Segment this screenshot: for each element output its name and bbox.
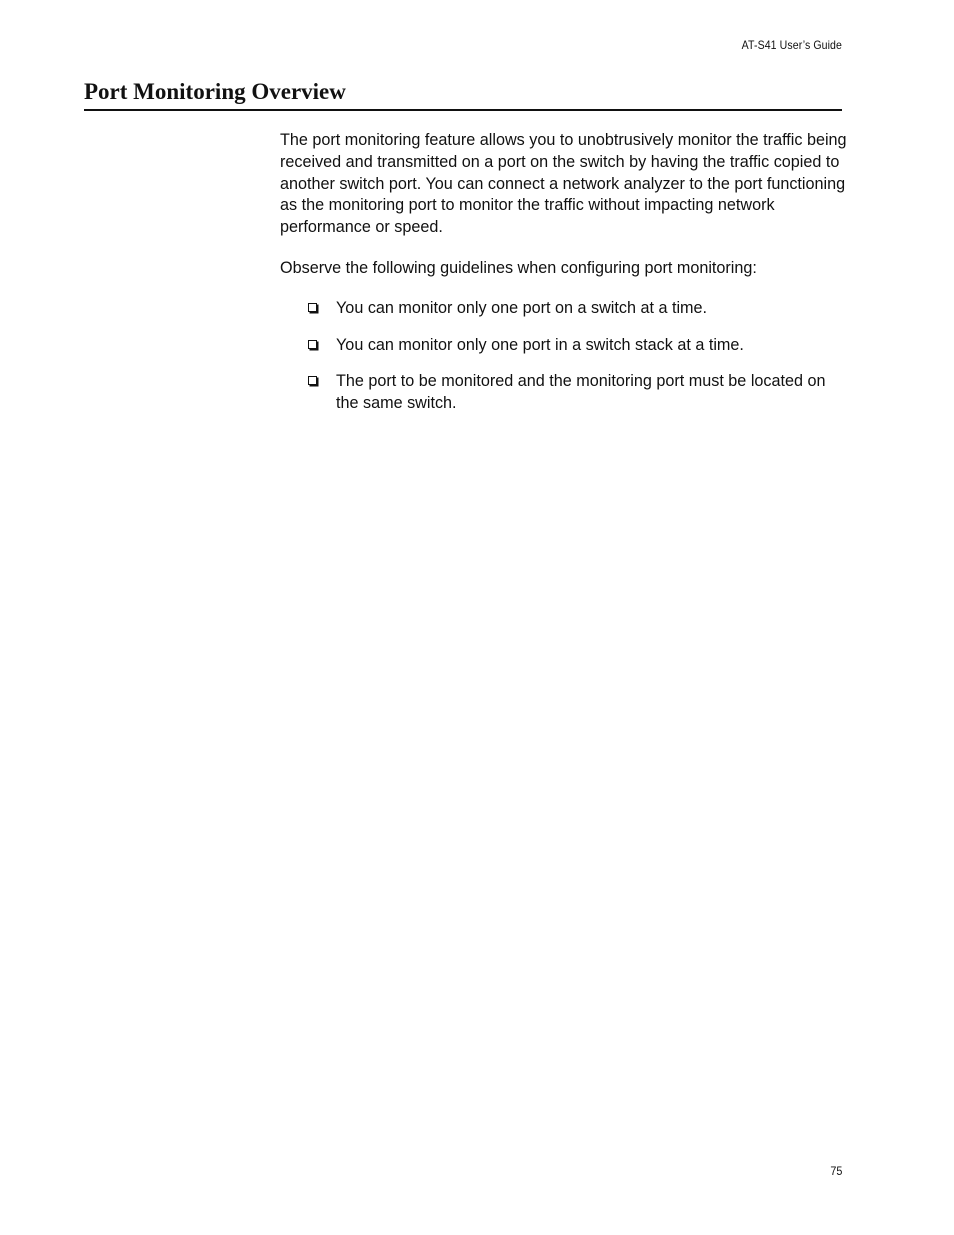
- body-column: [280, 130, 848, 430]
- checkbox-bullet-icon: [308, 340, 317, 349]
- list-item: [308, 371, 848, 415]
- list-item-text: The port to be monitored and the monitoring port must be located on the same switch.: [336, 372, 826, 413]
- checkbox-bullet-icon: [308, 376, 317, 385]
- page-number: 75: [829, 1164, 842, 1178]
- guidelines-list: [280, 298, 848, 415]
- list-item: [308, 298, 848, 320]
- checkbox-bullet-icon: [308, 303, 317, 312]
- title-rule: [84, 109, 842, 111]
- list-item-text: You can monitor only one port on a switch at a time.: [336, 298, 708, 317]
- intro-paragraph: The port monitoring feature allows you to unobtrusively monitor the traffic being received and transmitted on a port on the switch by having the traffic copied to another switch port. You can connect a network analyzer to the port functioning as the monitoring port to monitor the traffic without impacting network performance or speed.: [280, 131, 847, 237]
- list-item-text: You can monitor only one port in a switch stack at a time.: [336, 335, 744, 354]
- section-title: Port Monitoring Overview: [84, 79, 346, 104]
- guidelines-lead-paragraph: Observe the following guidelines when configuring port monitoring:: [280, 258, 757, 277]
- list-item: [308, 335, 848, 357]
- running-header: AT-S41 User’s Guide: [741, 38, 842, 52]
